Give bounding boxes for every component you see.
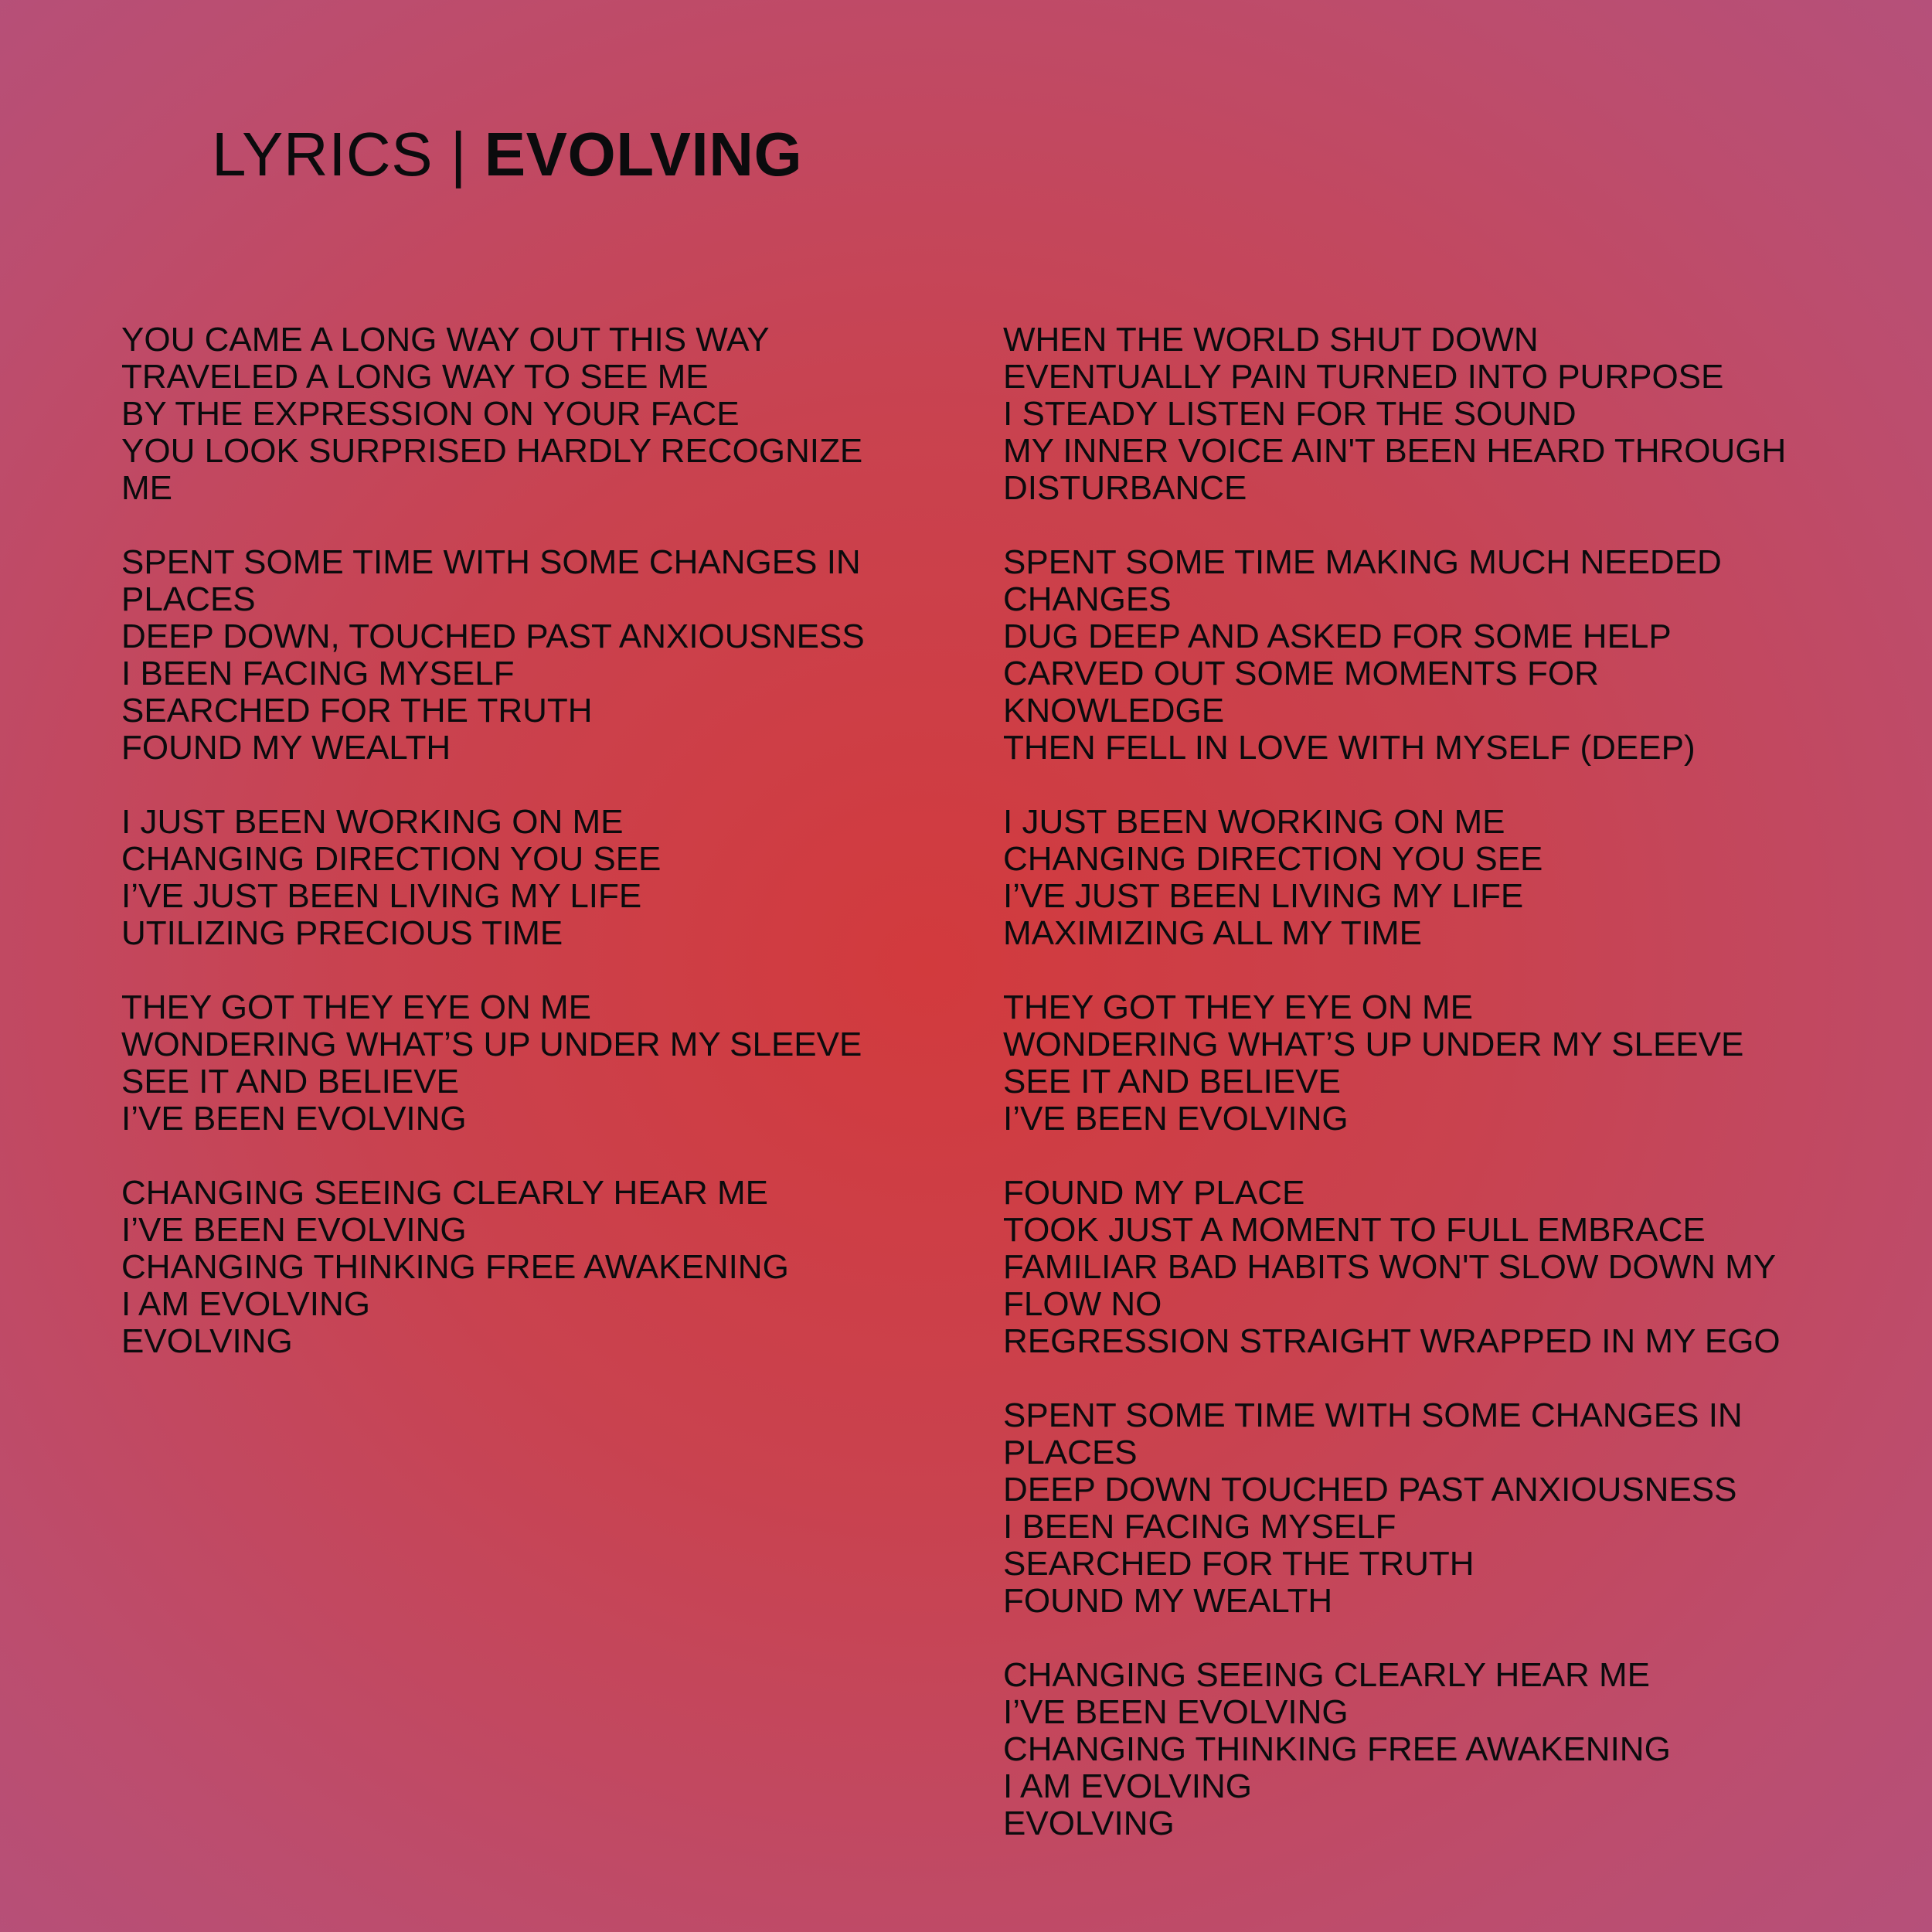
lyric-line: FOUND MY PLACE — [1003, 1174, 1305, 1212]
lyrics-column-left — [121, 321, 940, 1397]
lyric-line: I’VE JUST BEEN LIVING MY LIFE — [121, 877, 642, 915]
lyric-line: SEE IT AND BELIEVE — [121, 1063, 459, 1100]
lyrics-stanza — [121, 1175, 940, 1360]
lyric-line: SEARCHED FOR THE TRUTH — [1003, 1545, 1475, 1583]
lyrics-column-right — [1003, 321, 1838, 1879]
lyric-line: YOU CAME A LONG WAY OUT THIS WAY — [121, 321, 770, 359]
lyrics-stanza — [121, 321, 940, 507]
lyrics-stanza — [1003, 804, 1838, 952]
lyric-line: CHANGING DIRECTION YOU SEE — [121, 840, 662, 878]
lyric-line: I’VE BEEN EVOLVING — [1003, 1100, 1349, 1138]
lyric-line: CHANGING DIRECTION YOU SEE — [1003, 840, 1543, 878]
lyric-line: I’VE BEEN EVOLVING — [121, 1211, 467, 1249]
lyric-line: SPENT SOME TIME WITH SOME CHANGES IN — [1003, 1396, 1743, 1434]
lyric-line: YOU LOOK SURPRISED HARDLY RECOGNIZE — [121, 432, 863, 470]
lyric-line: CARVED OUT SOME MOMENTS FOR — [1003, 655, 1599, 692]
lyric-line: WONDERING WHAT’S UP UNDER MY SLEEVE — [1003, 1026, 1744, 1063]
lyric-line: I’VE BEEN EVOLVING — [121, 1100, 467, 1138]
page-title — [212, 120, 803, 189]
lyric-line: I JUST BEEN WORKING ON ME — [1003, 803, 1505, 841]
lyric-line: TRAVELED A LONG WAY TO SEE ME — [121, 358, 709, 396]
lyrics-stanza — [1003, 1175, 1838, 1360]
lyric-line: DEEP DOWN, TOUCHED PAST ANXIOUSNESS — [121, 617, 865, 655]
lyric-line: MAXIMIZING ALL MY TIME — [1003, 914, 1422, 952]
lyrics-stanza — [1003, 989, 1838, 1138]
lyrics-stanza — [121, 544, 940, 767]
lyric-line: FAMILIAR BAD HABITS WON'T SLOW DOWN MY — [1003, 1248, 1777, 1286]
lyric-line: I AM EVOLVING — [121, 1285, 370, 1323]
lyric-line: CHANGING SEEING CLEARLY HEAR ME — [1003, 1656, 1651, 1694]
lyric-line: FOUND MY WEALTH — [121, 729, 451, 767]
lyrics-stanza — [1003, 544, 1838, 767]
lyric-line: FOUND MY WEALTH — [1003, 1582, 1333, 1620]
lyric-line: THEY GOT THEY EYE ON ME — [121, 988, 592, 1026]
lyric-line: I BEEN FACING MYSELF — [121, 655, 515, 692]
lyric-line: BY THE EXPRESSION ON YOUR FACE — [121, 395, 740, 433]
lyric-line: THEY GOT THEY EYE ON ME — [1003, 988, 1474, 1026]
lyric-line: EVOLVING — [1003, 1804, 1175, 1842]
title-prefix: LYRICS | — [212, 120, 485, 189]
lyric-line: DUG DEEP AND ASKED FOR SOME HELP — [1003, 617, 1672, 655]
lyric-line: CHANGING THINKING FREE AWAKENING — [1003, 1730, 1671, 1768]
lyric-line: I AM EVOLVING — [1003, 1767, 1252, 1805]
lyric-line: PLACES — [1003, 1434, 1138, 1471]
lyric-line: I JUST BEEN WORKING ON ME — [121, 803, 624, 841]
lyric-line: I BEEN FACING MYSELF — [1003, 1508, 1396, 1546]
lyric-line: PLACES — [121, 580, 256, 618]
lyric-line: REGRESSION STRAIGHT WRAPPED IN MY EGO — [1003, 1322, 1781, 1360]
lyric-line: SEARCHED FOR THE TRUTH — [121, 692, 593, 730]
lyric-line: I’VE JUST BEEN LIVING MY LIFE — [1003, 877, 1524, 915]
lyric-line: UTILIZING PRECIOUS TIME — [121, 914, 563, 952]
lyrics-stanza — [1003, 321, 1838, 507]
lyric-line: TOOK JUST A MOMENT TO FULL EMBRACE — [1003, 1211, 1706, 1249]
lyric-line: EVOLVING — [121, 1322, 293, 1360]
song-title: EVOLVING — [484, 120, 803, 189]
lyric-line: WHEN THE WORLD SHUT DOWN — [1003, 321, 1539, 359]
lyric-line: FLOW NO — [1003, 1285, 1162, 1323]
lyrics-stanza — [121, 989, 940, 1138]
lyric-line: WONDERING WHAT’S UP UNDER MY SLEEVE — [121, 1026, 862, 1063]
lyric-line: SPENT SOME TIME WITH SOME CHANGES IN — [121, 543, 861, 581]
lyric-line: EVENTUALLY PAIN TURNED INTO PURPOSE — [1003, 358, 1724, 396]
lyric-line: CHANGES — [1003, 580, 1172, 618]
lyrics-stanza — [1003, 1397, 1838, 1620]
lyric-line: DEEP DOWN TOUCHED PAST ANXIOUSNESS — [1003, 1471, 1737, 1509]
lyric-line: I STEADY LISTEN FOR THE SOUND — [1003, 395, 1577, 433]
lyric-line: ME — [121, 469, 172, 507]
lyric-line: I’VE BEEN EVOLVING — [1003, 1693, 1349, 1731]
lyrics-stanza — [1003, 1657, 1838, 1842]
lyric-line: DISTURBANCE — [1003, 469, 1247, 507]
lyric-line: SPENT SOME TIME MAKING MUCH NEEDED — [1003, 543, 1722, 581]
lyric-line: MY INNER VOICE AIN'T BEEN HEARD THROUGH — [1003, 432, 1787, 470]
lyric-line: CHANGING THINKING FREE AWAKENING — [121, 1248, 789, 1286]
lyric-line: KNOWLEDGE — [1003, 692, 1225, 730]
lyric-line: CHANGING SEEING CLEARLY HEAR ME — [121, 1174, 769, 1212]
lyric-line: SEE IT AND BELIEVE — [1003, 1063, 1341, 1100]
lyric-line: THEN FELL IN LOVE WITH MYSELF (DEEP) — [1003, 729, 1696, 767]
lyrics-stanza — [121, 804, 940, 952]
